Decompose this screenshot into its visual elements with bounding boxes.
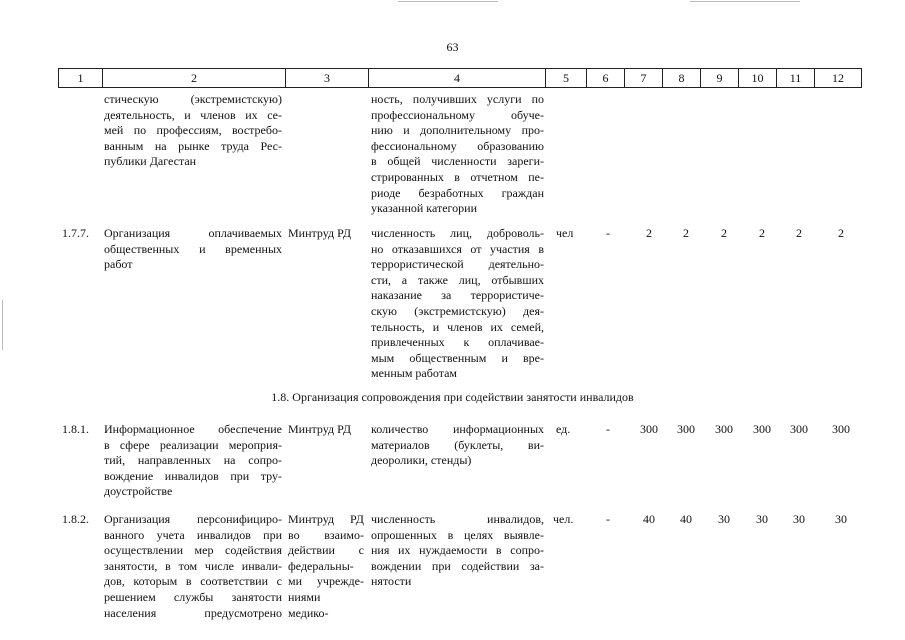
- row-executor-line: ниями: [288, 590, 321, 604]
- header-col-11: 11: [777, 69, 815, 87]
- row-executor-line: Минтруд РД: [288, 422, 352, 436]
- row-executor-line: Минтруд РД: [288, 226, 352, 240]
- row-indicator-line: нятости: [371, 574, 412, 589]
- row-value-2022: 300: [753, 422, 771, 436]
- row-indicator-line: наказание за террористиче-: [371, 288, 544, 303]
- row-indicator-line: сти, а также лиц, отбывших: [371, 272, 544, 287]
- row-name-line: работ: [104, 257, 133, 272]
- row-value-2024: 300: [832, 422, 850, 436]
- row-value-2019: 2: [646, 226, 652, 240]
- row-value-2024: 2: [838, 226, 844, 240]
- row-executor-line: медико-: [288, 605, 329, 620]
- row-executor-line: ми учрежде-: [288, 574, 364, 589]
- row-indicator-line: вождении при содействии за-: [371, 558, 544, 573]
- row-value-2023: 2: [796, 226, 802, 240]
- row-indicator-line: количество информационных: [371, 422, 544, 436]
- header-col-2: 2: [103, 69, 286, 87]
- row-indicator-line: мым общественным и вре-: [371, 350, 544, 365]
- row-name-line: Организация персонифициро-: [104, 512, 282, 526]
- header-col-9: 9: [701, 69, 739, 87]
- row-value-2023: 300: [790, 422, 808, 436]
- row-indicator-line: численность лиц, доброволь-: [371, 226, 544, 240]
- row-name-line: населения предусмотрено: [104, 605, 282, 620]
- row-indicator-line: ния их нуждаемости в сопро-: [371, 543, 544, 558]
- header-col-5: 5: [546, 69, 587, 87]
- continued-name-line: стическую (экстремистскую): [104, 92, 282, 106]
- row-value-2022: 2: [759, 226, 765, 240]
- row-name-line: в сфере реализации мероприя-: [104, 437, 282, 452]
- row-indicator-line: террористической деятельно-: [371, 257, 544, 272]
- scan-mark-left: [2, 300, 3, 350]
- row-name-line: Информационное обеспечение: [104, 422, 282, 436]
- row-number: 1.8.1.: [62, 422, 89, 436]
- row-executor-line: Минтруд РД: [288, 512, 364, 526]
- row-executor-line: во взаимо-: [288, 527, 364, 542]
- row-name-line: ванного учета инвалидов при: [104, 527, 282, 542]
- row-name-line: вождение инвалидов при тру-: [104, 468, 282, 483]
- continued-name-line: мей по профессиям, востребо-: [104, 123, 282, 138]
- continued-indicator-line: профессиональному обуче-: [371, 107, 544, 122]
- row-unit: ед.: [556, 422, 571, 436]
- row-value-2023: 30: [793, 512, 805, 526]
- row-value-2020: 300: [677, 422, 695, 436]
- table-header-row: [58, 68, 862, 88]
- continued-indicator-line: указанной категории: [371, 201, 478, 216]
- row-indicator-line: менным работам: [371, 366, 458, 381]
- row-indicator-line: но отказавшихся от участия в: [371, 241, 544, 256]
- row-value-2024: 30: [835, 512, 847, 526]
- continued-indicator-line: в общей численности зареги-: [371, 154, 544, 169]
- row-name-line: решением службы занятости: [104, 590, 282, 604]
- continued-indicator-line: фессиональному образованию: [371, 138, 544, 153]
- row-name-line: осуществлении мер содействия: [104, 543, 282, 558]
- continued-indicator-line: нию и дополнительному про-: [371, 123, 544, 138]
- continued-name-line: ванным на рынке труда Рес-: [104, 138, 282, 153]
- row-indicator-line: численность инвалидов,: [371, 512, 544, 526]
- header-col-7: 7: [625, 69, 663, 87]
- row-executor-line: федеральны-: [288, 558, 354, 573]
- row-name-line: занятости, в том числе инвали-: [104, 558, 282, 573]
- row-value-2020: 40: [680, 512, 692, 526]
- header-col-3: 3: [286, 69, 369, 87]
- scan-mark-top-2: [690, 1, 800, 2]
- row-base-value: -: [606, 422, 610, 436]
- header-col-1: 1: [59, 69, 103, 87]
- row-executor-line: действии с: [288, 543, 364, 558]
- row-value-2021: 2: [721, 226, 727, 240]
- row-indicator-line: тельность, и членов их семей,: [371, 319, 544, 334]
- row-value-2019: 40: [643, 512, 655, 526]
- row-indicator-line: скую (экстремистскую) дея-: [371, 304, 544, 318]
- row-indicator-line: привлеченных к оплачивае-: [371, 335, 544, 350]
- row-name-line: Организация оплачиваемых: [104, 226, 282, 240]
- row-name-line: дов, которым в соответствии с: [104, 574, 282, 589]
- row-name-line: доустройстве: [104, 484, 173, 499]
- row-unit: чел: [556, 226, 574, 240]
- scan-mark-top-1: [398, 1, 498, 2]
- row-indicator-line: материалов (буклеты, ви-: [371, 437, 544, 452]
- row-value-2020: 2: [683, 226, 689, 240]
- row-name-line: тий, направленных на сопро-: [104, 453, 282, 468]
- row-number: 1.7.7.: [62, 226, 89, 240]
- continued-indicator-line: ность, получивших услуги по: [371, 92, 544, 106]
- header-col-6: 6: [587, 69, 625, 87]
- row-value-2021: 300: [715, 422, 733, 436]
- section-title-1-8: 1.8. Организация сопровождения при содействии занятости инвалидов: [271, 390, 634, 404]
- header-col-8: 8: [663, 69, 701, 87]
- row-value-2021: 30: [718, 512, 730, 526]
- header-col-4: 4: [369, 69, 546, 87]
- page-number: 63: [446, 40, 459, 54]
- continued-name-line: деятельность, и членов их се-: [104, 107, 282, 122]
- row-indicator-line: опрошенных в целях выявле-: [371, 527, 544, 542]
- continued-indicator-line: риоде безработных граждан: [371, 185, 544, 200]
- row-indicator-line: деоролики, стенды): [371, 453, 472, 468]
- header-col-10: 10: [739, 69, 777, 87]
- row-number: 1.8.2.: [62, 512, 89, 526]
- row-base-value: -: [606, 226, 610, 240]
- row-name-line: общественных и временных: [104, 241, 282, 256]
- header-col-12: 12: [832, 71, 844, 85]
- row-value-2019: 300: [640, 422, 658, 436]
- row-base-value: -: [606, 512, 610, 526]
- continued-name-line: публики Дагестан: [104, 154, 197, 169]
- continued-indicator-line: стрированных в отчетном пе-: [371, 170, 544, 184]
- row-unit: чел.: [553, 512, 574, 526]
- row-value-2022: 30: [756, 512, 768, 526]
